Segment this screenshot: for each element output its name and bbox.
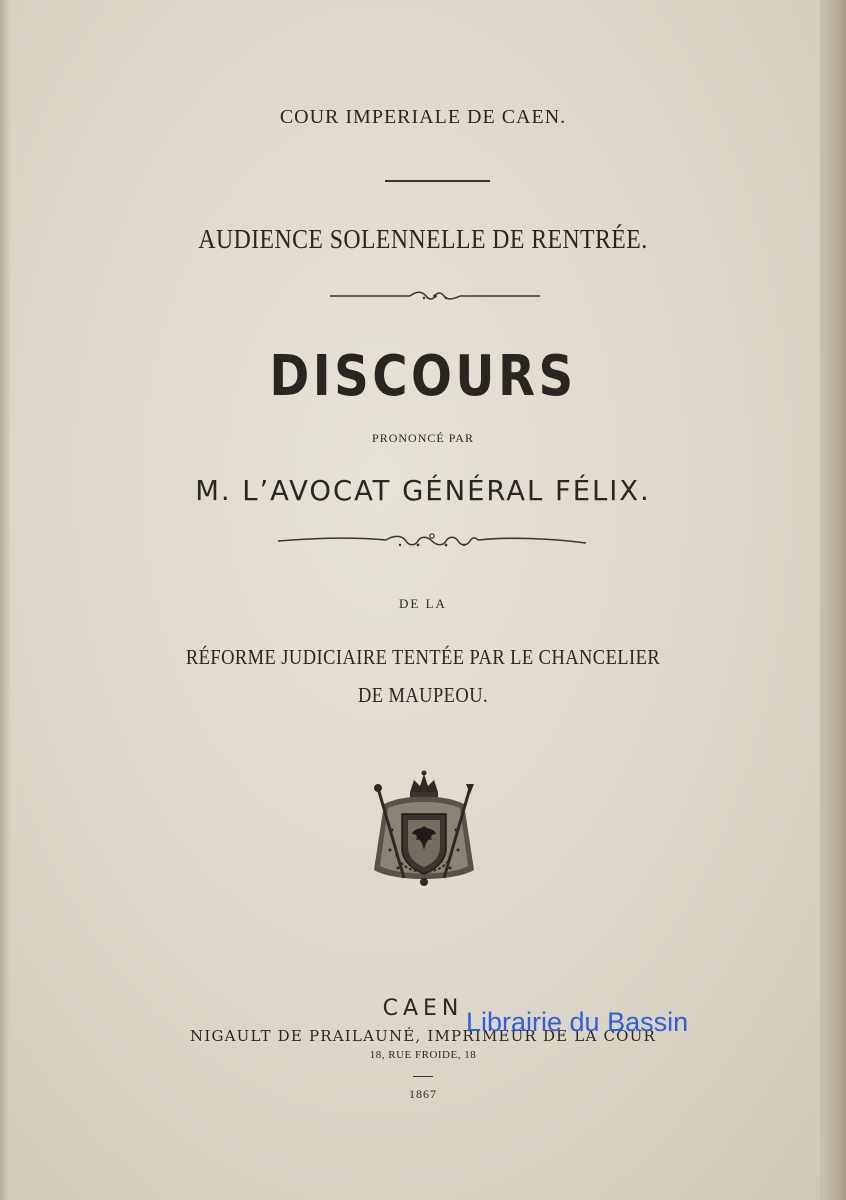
divider-rule — [385, 180, 490, 182]
ornament-divider-large-icon — [276, 532, 588, 554]
speaker-name: M. L’AVOCAT GÉNÉRAL FÉLIX. — [195, 474, 651, 507]
bookseller-watermark: Librairie du Bassin — [466, 1007, 689, 1037]
ornament-divider-small-icon — [328, 288, 542, 304]
imprint-year: 1867 — [409, 1087, 437, 1101]
session-heading: AUDIENCE SOLENNELLE DE RENTRÉE. — [198, 224, 648, 254]
court-heading: COUR IMPERIALE DE CAEN. — [279, 106, 567, 128]
imprint-address: 18, RUE FROIDE, 18 — [369, 1049, 477, 1061]
main-title: DISCOURS — [269, 344, 577, 409]
pronounced-by-label: PRONONCÉ PAR — [372, 431, 474, 445]
subject-line-1: RÉFORME JUDICIAIRE TENTÉE PAR LE CHANCELIER — [185, 645, 661, 669]
imprint-city: CAEN — [382, 996, 464, 1021]
subject-intro: DE LA — [399, 596, 447, 611]
imprint-printer: NIGAULT DE PRAILAUNÉ, IMPRIMEUR DE LA COUR — [190, 1027, 656, 1045]
imperial-coat-of-arms-icon — [364, 770, 484, 900]
imprint-divider — [413, 1076, 433, 1077]
subject-line-2: DE MAUPEOU. — [357, 683, 489, 707]
